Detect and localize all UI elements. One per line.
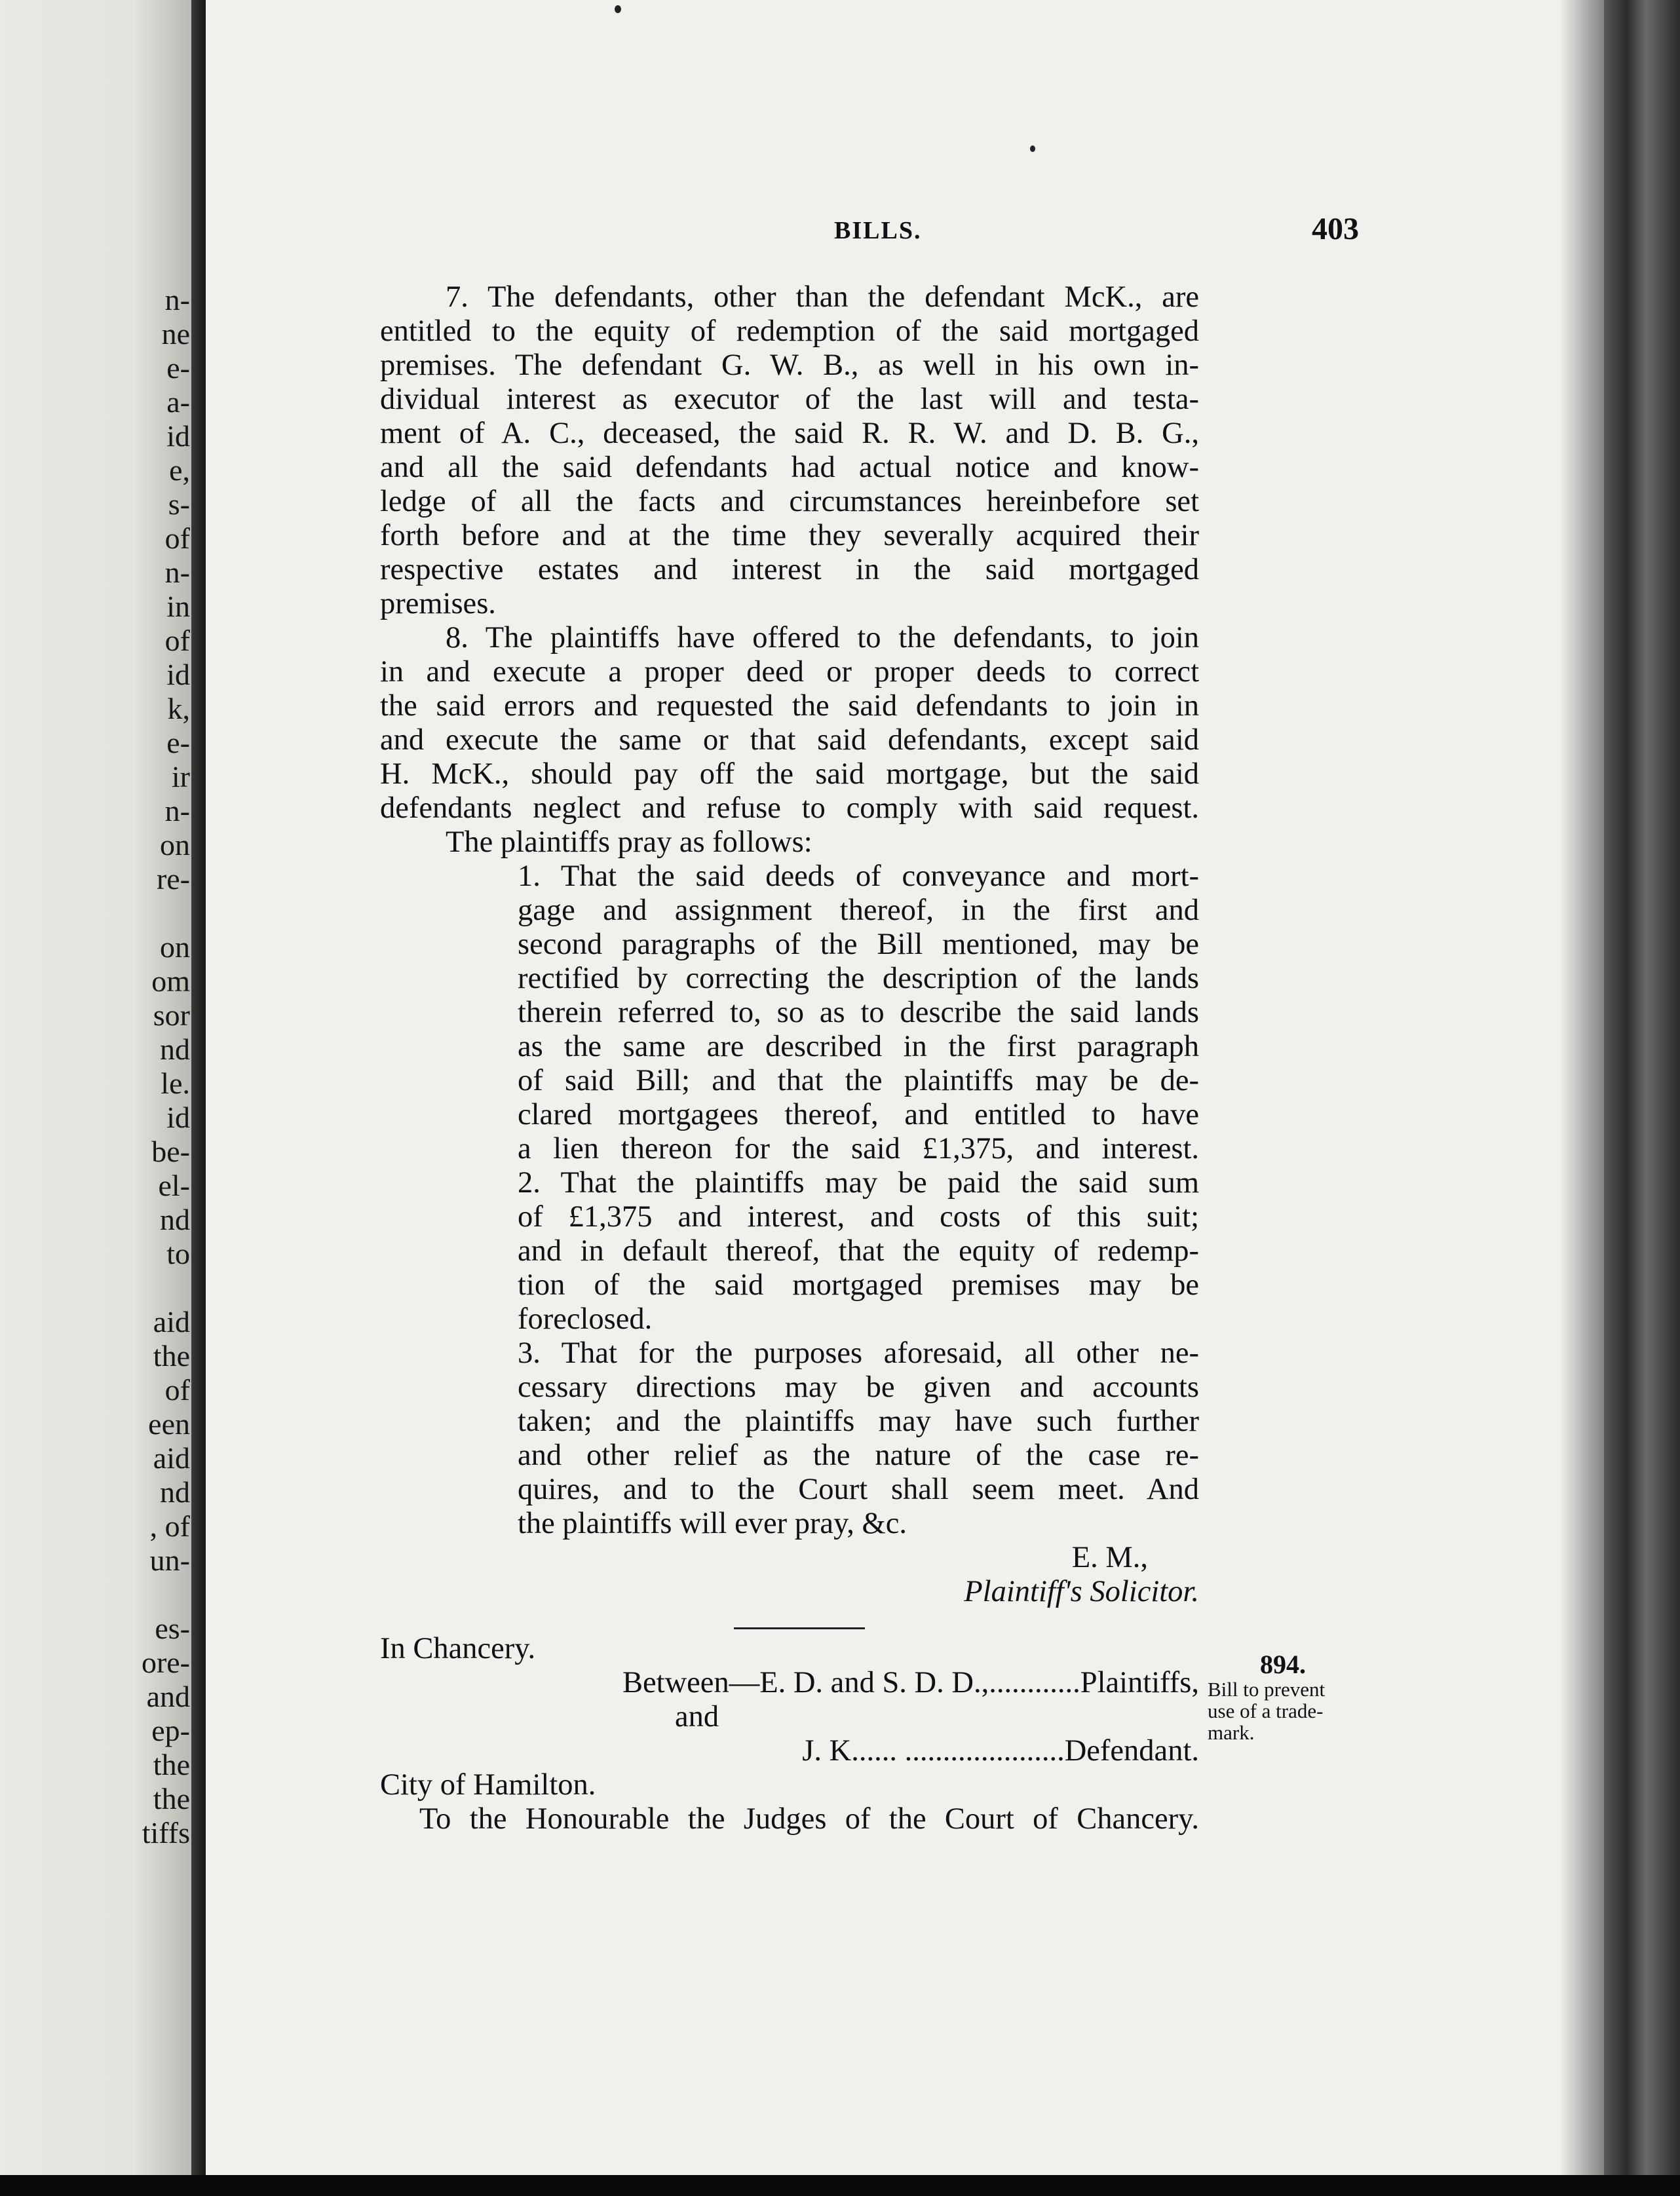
left-page-fragment: om [151, 964, 190, 998]
left-page-fragment: aid [153, 1441, 190, 1475]
left-page-fragment: un- [149, 1543, 190, 1577]
prayer-line: rectified by correcting the description of the lands [518, 962, 1199, 995]
signature-title: Plaintiff's Solicitor. [964, 1575, 1199, 1608]
left-page-fragment: n- [164, 556, 190, 589]
left-page-fragment: to [166, 1237, 190, 1270]
left-page-fragment: re- [156, 862, 190, 896]
prayer-line: clared mortgagees thereof, and entitled to have [518, 1098, 1199, 1131]
left-page-fragment: ep- [151, 1714, 190, 1747]
text-line: entitled to the equity of redemption of the said mortgaged [380, 314, 1199, 348]
left-page-fragment: el- [158, 1169, 190, 1202]
prayer-line: therein referred to, so as to describe the said lands [518, 996, 1199, 1029]
text-line: the said errors and requested the said defendants to join in [380, 689, 1199, 723]
form-court: In Chancery. [380, 1632, 536, 1665]
left-page-fragment: tiffs [142, 1816, 190, 1849]
left-page-fragment: of [164, 1373, 190, 1407]
margin-note-line: Bill to prevent [1208, 1678, 1326, 1701]
left-page-fragment: on [160, 828, 190, 861]
paragraphs-7-8 [380, 280, 1199, 825]
text-line: in and execute a proper deed or proper deeds to correct [380, 655, 1199, 689]
page-body [380, 280, 1199, 1836]
running-head [0, 212, 1680, 256]
left-page-fragment: ore- [141, 1646, 190, 1679]
margin-note-number: 894. [1260, 1650, 1306, 1679]
left-page-fragment: ne [161, 317, 190, 350]
left-page-fragment: the [153, 1782, 190, 1815]
prayer-line: foreclosed. [518, 1302, 653, 1336]
left-page-fragment: e- [166, 726, 190, 759]
prayer-line: second paragraphs of the Bill mentioned, may be [518, 928, 1199, 961]
text-line: premises. [380, 587, 496, 620]
prayer-line: cessary directions may be given and accounts [518, 1371, 1199, 1404]
prayer-line: and other relief as the nature of the case re- [518, 1439, 1199, 1472]
margin-note-line: use of a trade- [1208, 1699, 1324, 1722]
prayer-intro: The plaintiffs pray as follows: [446, 825, 812, 859]
left-page-fragment: in [166, 590, 190, 623]
form-address: To the Honourable the Judges of the Court of Chancery. [419, 1802, 1199, 1836]
text-line: forth before and at the time they severally acquired their [380, 519, 1199, 552]
form-894 [380, 1632, 1199, 1836]
left-page-text-fragments [0, 0, 191, 2196]
prayer-line: quires, and to the Court shall seem meet. And [518, 1473, 1199, 1506]
signature-name: E. M., [1071, 1541, 1148, 1574]
left-page-fragment: es- [155, 1612, 190, 1645]
prayer-line: tion of the said mortgaged premises may be [518, 1268, 1199, 1302]
margin-note [1208, 1651, 1371, 1743]
text-line: dividual interest as executor of the last will and testa- [380, 383, 1199, 416]
book-gutter [191, 0, 206, 2196]
text-line: and all the said defendants had actual notice and know- [380, 451, 1199, 484]
book-page-edges [1604, 0, 1680, 2196]
form-between: Between—E. D. and S. D. D.,............Plaintiffs, [622, 1666, 1199, 1699]
left-page-fragment: of [164, 521, 190, 555]
text-line: premises. The defendant G. W. B., as well in his own in- [380, 349, 1199, 382]
prayer-line: 3. That for the purposes aforesaid, all other ne- [518, 1336, 1199, 1370]
left-page-fragment: nd [160, 1032, 190, 1066]
prayer-line: of said Bill; and that the plaintiffs may be de- [518, 1064, 1199, 1097]
form-and: and [675, 1700, 719, 1733]
left-page-fragment: n- [164, 794, 190, 827]
text-line: defendants neglect and refuse to comply with said request. [380, 791, 1199, 825]
ink-speck [1030, 145, 1035, 152]
text-line: 7. The defendants, other than the defendant McK., are [446, 280, 1199, 314]
left-page-fragment: the [153, 1339, 190, 1372]
prayer-line: and in default thereof, that the equity of redemp- [518, 1234, 1199, 1268]
prayer-line: the plaintiffs will ever pray, &c. [518, 1507, 907, 1540]
left-page-fragment: sor [153, 998, 190, 1032]
left-page-fragment: the [153, 1748, 190, 1781]
text-line: respective estates and interest in the said mortgaged [380, 553, 1199, 586]
left-page-fragment: n- [164, 283, 190, 316]
left-page-fragment: of [164, 624, 190, 657]
left-facing-page [0, 0, 191, 2196]
prayer-line: as the same are described in the first paragraph [518, 1030, 1199, 1063]
left-page-fragment: k, [167, 692, 190, 725]
prayer-line: taken; and the plaintiffs may have such further [518, 1405, 1199, 1438]
page-number: 403 [1312, 212, 1359, 246]
left-page-fragment: nd [160, 1475, 190, 1509]
prayer-line: gage and assignment thereof, in the first and [518, 894, 1199, 927]
left-page-fragment: be- [151, 1135, 190, 1168]
section-divider [734, 1627, 865, 1629]
left-page-fragment: , of [149, 1509, 190, 1543]
left-page-fragment: id [166, 658, 190, 691]
text-line: ledge of all the facts and circumstances hereinbefore set [380, 485, 1199, 518]
left-page-fragment: and [146, 1680, 190, 1713]
left-page-fragment: aid [153, 1305, 190, 1338]
left-page-fragment: nd [160, 1203, 190, 1236]
prayer-line: 1. That the said deeds of conveyance and mort- [518, 860, 1199, 893]
left-page-fragment: e- [166, 351, 190, 385]
scan-border [0, 2175, 1680, 2196]
left-page-fragment: a- [166, 385, 190, 419]
left-page-fragment: le. [161, 1067, 190, 1100]
form-city: City of Hamilton. [380, 1768, 596, 1802]
ink-speck [615, 5, 621, 13]
page-shadow [1559, 0, 1604, 2175]
text-line: and execute the same or that said defendants, except said [380, 723, 1199, 757]
left-page-fragment: ir [171, 760, 190, 793]
left-page-fragment: s- [168, 487, 190, 521]
left-page-fragment: een [148, 1407, 190, 1441]
text-line: H. McK., should pay off the said mortgage, but the said [380, 757, 1199, 791]
left-page-fragment: on [160, 930, 190, 964]
running-head-title: BILLS. [834, 217, 922, 244]
form-defendant: J. K...... .....................Defendant. [802, 1734, 1199, 1768]
left-page-fragment: id [166, 419, 190, 453]
prayer-line: a lien thereon for the said £1,375, and interest. [518, 1132, 1199, 1165]
prayer-line: of £1,375 and interest, and costs of this suit; [518, 1200, 1199, 1234]
text-line: 8. The plaintiffs have offered to the defendants, to join [446, 621, 1199, 654]
margin-note-line: mark. [1208, 1721, 1255, 1744]
prayer-list [380, 860, 1199, 1541]
left-page-fragment: e, [169, 453, 190, 487]
text-line: ment of A. C., deceased, the said R. R. W. and D. B. G., [380, 417, 1199, 450]
prayer-line: 2. That the plaintiffs may be paid the said sum [518, 1166, 1199, 1200]
left-page-fragment: id [166, 1101, 190, 1134]
